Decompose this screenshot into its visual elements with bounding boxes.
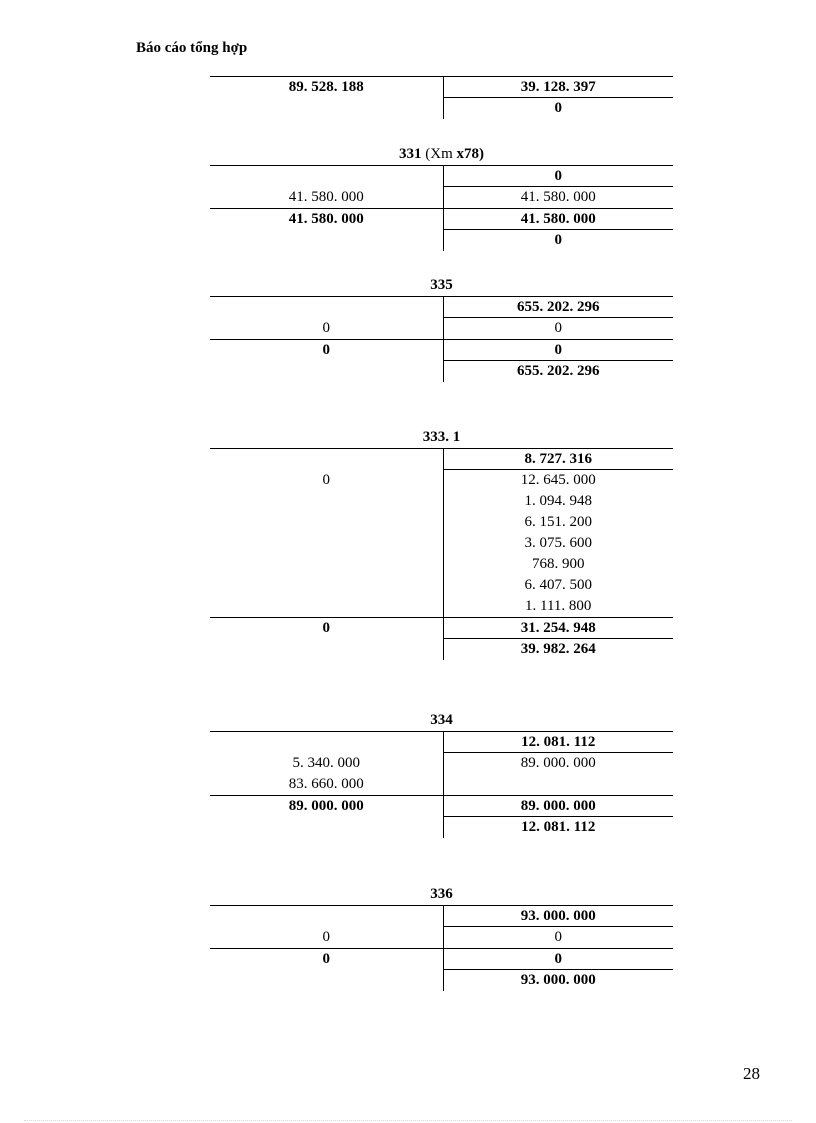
account-code: 331 — [399, 146, 426, 162]
credit-cell: 0 — [443, 166, 674, 187]
credit-cell: 39. 982. 264 — [443, 639, 674, 660]
debit-cell — [210, 639, 443, 660]
credit-cell: 12. 645. 000 — [443, 470, 674, 491]
t-account-333-1 — [210, 426, 673, 660]
credit-cell: 655. 202. 296 — [443, 361, 674, 382]
t-row — [210, 639, 673, 660]
debit-cell: 89. 000. 000 — [288, 798, 364, 814]
t-row — [210, 77, 673, 98]
credit-cell: 41. 580. 000 — [443, 187, 674, 208]
t-row — [210, 512, 673, 533]
debit-cell — [210, 554, 443, 575]
t-account-top — [210, 76, 673, 119]
credit-cell: 93. 000. 000 — [443, 970, 674, 991]
t-account-335 — [210, 274, 673, 382]
account-title: 334 — [210, 709, 673, 732]
credit-cell: 31. 254. 948 — [443, 618, 674, 639]
t-row — [210, 209, 673, 230]
credit-cell: 0 — [443, 949, 674, 970]
t-row — [210, 796, 673, 817]
debit-cell — [210, 449, 443, 470]
t-row — [210, 187, 673, 209]
credit-cell: 655. 202. 296 — [443, 297, 674, 318]
t-account-331 — [210, 143, 673, 251]
debit-cell — [210, 98, 443, 119]
report-title: Báo cáo tổng hợp — [136, 40, 248, 56]
credit-cell: 6. 151. 200 — [443, 512, 674, 533]
debit-cell: 41. 580. 000 — [288, 211, 364, 227]
page-number: 28 — [743, 1064, 760, 1083]
debit-cell — [210, 533, 443, 554]
debit-cell — [210, 166, 443, 187]
credit-cell: 1. 094. 948 — [443, 491, 674, 512]
t-row — [210, 98, 673, 119]
credit-cell: 89. 000. 000 — [443, 753, 674, 774]
credit-cell — [443, 774, 674, 795]
t-account-334 — [210, 709, 673, 838]
credit-cell: 6. 407. 500 — [443, 575, 674, 596]
debit-cell: 41. 580. 000 — [288, 189, 364, 205]
t-row — [210, 340, 673, 361]
t-row — [210, 449, 673, 470]
credit-cell: 12. 081. 112 — [443, 732, 674, 753]
debit-cell — [210, 512, 443, 533]
credit-cell: 41. 580. 000 — [443, 209, 674, 230]
debit-cell: 0 — [322, 620, 330, 636]
credit-cell: 89. 000. 000 — [443, 796, 674, 817]
debit-cell — [210, 575, 443, 596]
t-row — [210, 554, 673, 575]
t-row — [210, 817, 673, 838]
debit-cell — [210, 297, 443, 318]
t-row — [210, 596, 673, 618]
t-row — [210, 970, 673, 991]
debit-cell — [210, 817, 443, 838]
t-row — [210, 774, 673, 796]
credit-cell: 0 — [443, 98, 674, 119]
t-row — [210, 949, 673, 970]
account-title: 333. 1 — [210, 426, 673, 449]
debit-cell: 0 — [322, 472, 330, 488]
account-title: 335 — [210, 274, 673, 297]
debit-cell — [210, 906, 443, 927]
debit-cell: 0 — [322, 342, 330, 358]
credit-cell: 93. 000. 000 — [443, 906, 674, 927]
credit-cell: 39. 128. 397 — [443, 77, 674, 98]
debit-cell — [210, 230, 443, 251]
t-row — [210, 533, 673, 554]
credit-cell: 0 — [443, 340, 674, 361]
debit-cell — [210, 732, 443, 753]
debit-cell: 83. 660. 000 — [288, 776, 364, 792]
debit-cell: 0 — [322, 320, 330, 336]
t-row — [210, 906, 673, 927]
t-row — [210, 618, 673, 639]
account-note-tail: x78) — [452, 146, 484, 162]
t-row — [210, 491, 673, 512]
t-row — [210, 230, 673, 251]
credit-cell: 8. 727. 316 — [443, 449, 674, 470]
debit-cell: 89. 528. 188 — [288, 79, 364, 95]
credit-cell: 0 — [443, 927, 674, 948]
credit-cell: 768. 900 — [443, 554, 674, 575]
credit-cell: 0 — [443, 230, 674, 251]
t-row — [210, 732, 673, 753]
t-row — [210, 927, 673, 949]
t-row — [210, 318, 673, 340]
debit-cell — [210, 361, 443, 382]
debit-cell — [210, 970, 443, 991]
credit-cell: 0 — [443, 318, 674, 339]
footer-divider — [24, 1120, 792, 1121]
t-row — [210, 575, 673, 596]
t-row — [210, 753, 673, 774]
debit-cell — [210, 596, 443, 617]
debit-cell: 0 — [322, 929, 330, 945]
t-account-336 — [210, 883, 673, 991]
account-title: 336 — [210, 883, 673, 906]
debit-cell: 0 — [322, 951, 330, 967]
t-row — [210, 297, 673, 318]
t-row — [210, 361, 673, 382]
credit-cell: 1. 111. 800 — [443, 596, 674, 617]
debit-cell: 5. 340. 000 — [292, 755, 360, 771]
credit-cell: 3. 075. 600 — [443, 533, 674, 554]
account-title — [210, 143, 673, 166]
account-note: (Xm — [425, 146, 453, 162]
t-row — [210, 166, 673, 187]
credit-cell: 12. 081. 112 — [443, 817, 674, 838]
t-row — [210, 470, 673, 491]
debit-cell — [210, 491, 443, 512]
